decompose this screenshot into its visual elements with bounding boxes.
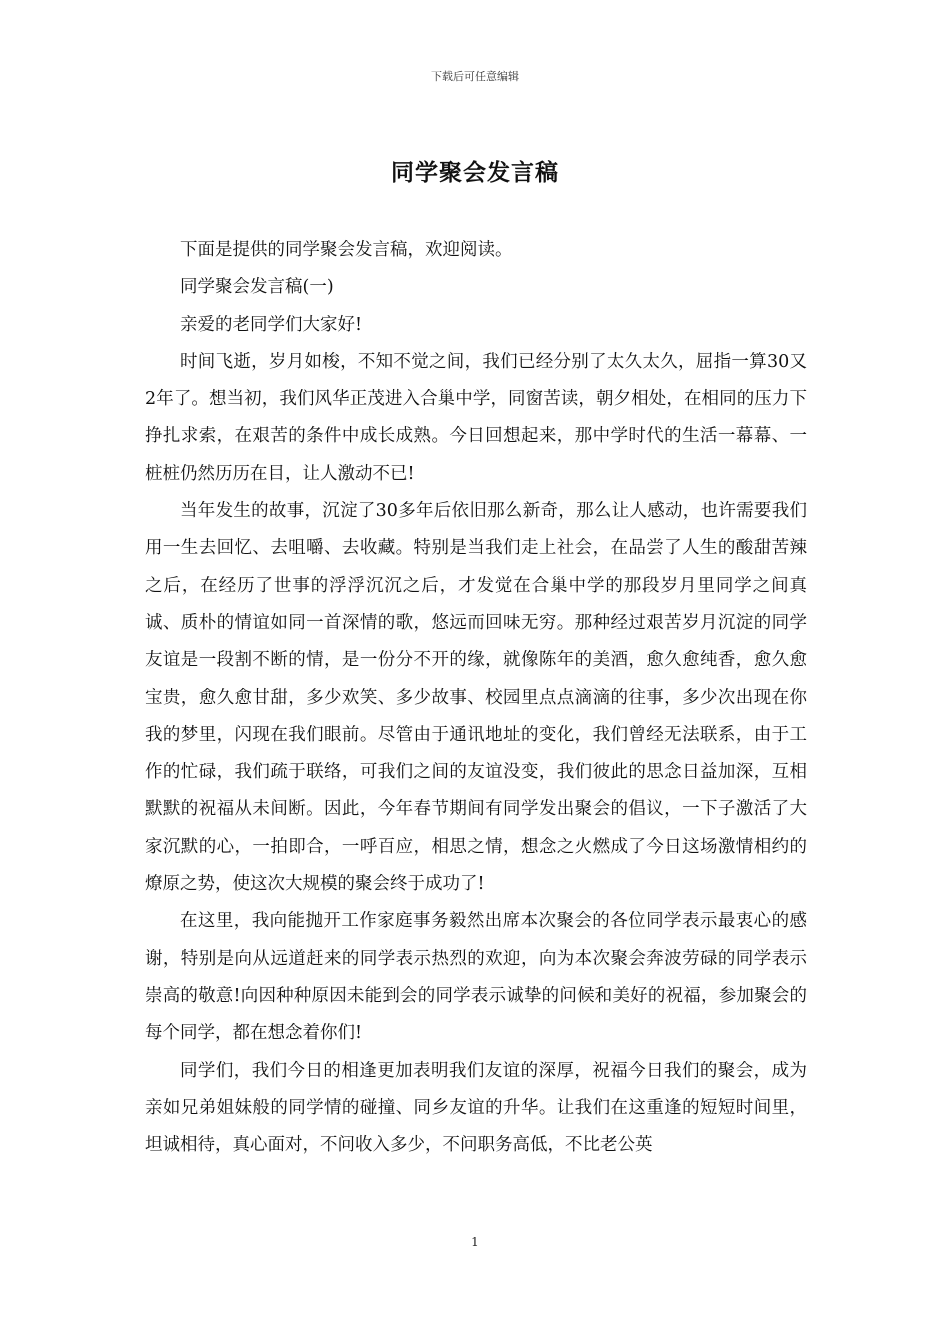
salutation: 亲爱的老同学们大家好! [180,314,363,335]
document-body [145,232,807,1164]
body-paragraph: 在这里，我向能抛开工作家庭事务毅然出席本次聚会的各位同学表示最衷心的感谢，特别是向从远道赶来的同学表示热烈的欢迎，向为本次聚会奔波劳碌的同学表示崇高的敬意!向因种种原因未能到会的同学表示诚挚的问候和美好的祝福，参加聚会的每个同学，都在想念着你们! [145,911,807,1044]
page-number: 1 [471,1235,479,1249]
section-heading: 同学聚会发言稿(一) [180,277,334,298]
intro-paragraph: 下面是提供的同学聚会发言稿，欢迎阅读。 [180,240,513,260]
page-header: 下载后可任意编辑 [431,70,519,83]
document-title: 同学聚会发言稿 [391,159,559,186]
body-paragraph: 当年发生的故事，沉淀了30多年后依旧那么新奇，那么让人感动，也许需要我们用一生去回忆、去咀嚼、去收藏。特别是当我们走上社会，在品尝了人生的酸甜苦辣之后，在经历了世事的浮浮沉沉之后，才发觉在合巢中学的那段岁月里同学之间真诚、质朴的情谊如同一首深情的歌，悠远而回味无穷。那种经过艰苦岁月沉淀的同学友谊是一段割不断的情，是一份分不开的缘，就像陈年的美酒，愈久愈纯香，愈久愈宝贵，愈久愈甘甜，多少欢笑、多少故事、校园里点点滴滴的往事，多少次出现在你我的梦里，闪现在我们眼前。尽管由于通讯地址的变化，我们曾经无法联系，由于工作的忙碌，我们疏于联络，可我们之间的友谊没变，我们彼此的思念日益加深，互相默默的祝福从未间断。因此，今年春节期间有同学发出聚会的倡议，一下子激活了大家沉默的心，一拍即合，一呼百应，相思之情，想念之火燃成了今日这场激情相约的燎原之势，使这次大规模的聚会终于成功了! [145,501,807,895]
body-paragraph: 时间飞逝，岁月如梭，不知不觉之间，我们已经分别了太久太久，屈指一算30又2年了。想当初，我们风华正茂进入合巢中学，同窗苦读，朝夕相处，在相同的压力下挣扎求索，在艰苦的条件中成长成熟。今日回想起来，那中学时代的生活一幕幕、一桩桩仍然历历在目，让人激动不已! [145,351,807,484]
body-paragraph: 同学们，我们今日的相逢更加表明我们友谊的深厚，祝福今日我们的聚会，成为亲如兄弟姐妹般的同学情的碰撞、同乡友谊的升华。让我们在这重逢的短短时间里，坦诚相待，真心面对，不问收入多少，不问职务高低，不比老公英 [145,1060,807,1156]
